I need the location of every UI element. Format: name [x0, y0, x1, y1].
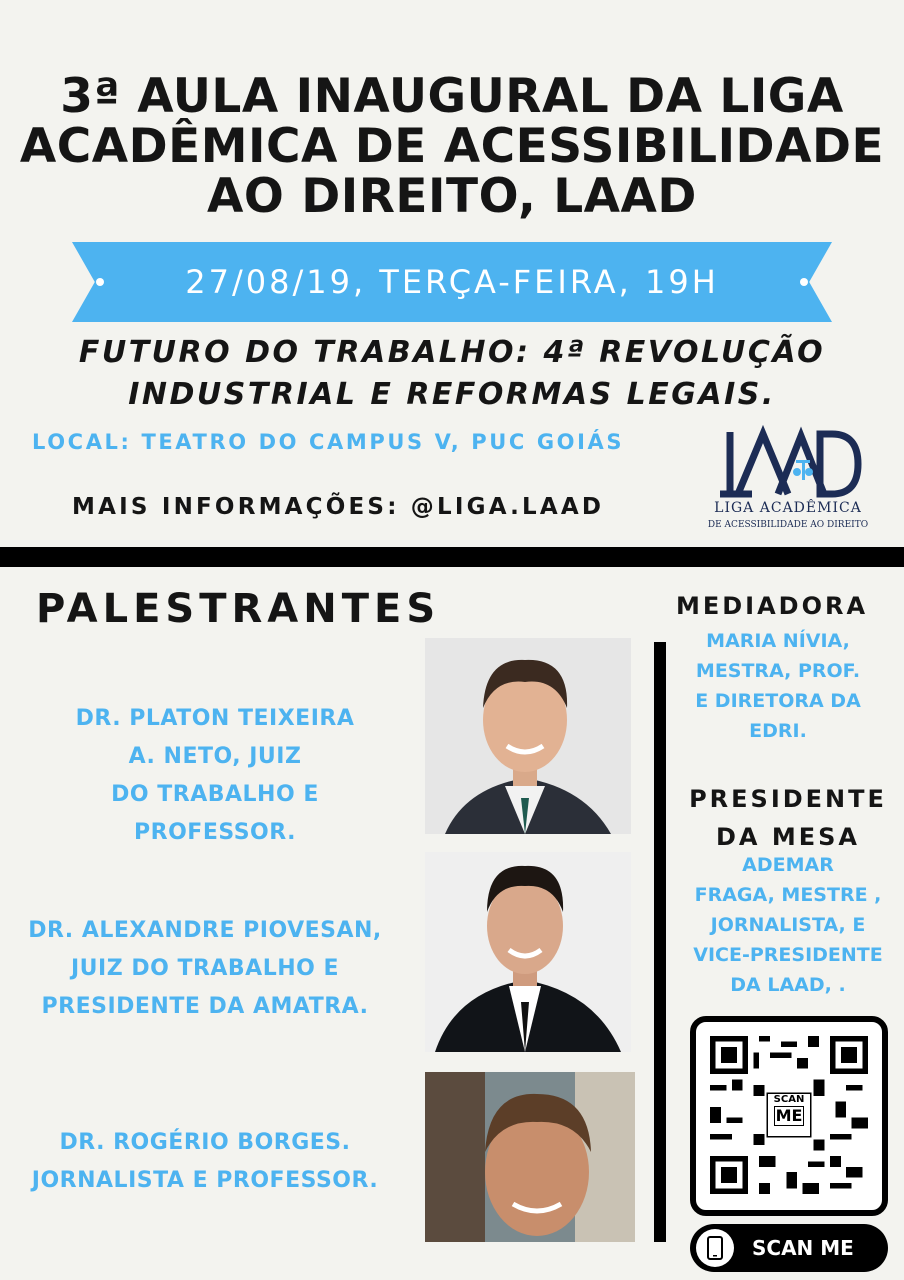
event-date: 27/08/19, TERÇA-FEIRA, 19H: [185, 263, 719, 301]
speaker-2-photo: [425, 852, 631, 1052]
more-info: MAIS INFORMAÇÕES: @LIGA.LAAD: [72, 494, 605, 520]
speaker-1-photo: [425, 638, 631, 834]
speaker-line: DR. ROGÉRIO BORGES.: [59, 1130, 351, 1155]
president-heading-line: DA MESA: [716, 823, 860, 851]
topic-line: FUTURO DO TRABALHO: 4ª REVOLUÇÃO: [78, 335, 826, 370]
section-divider: [0, 547, 904, 567]
speaker-line: JORNALISTA E PROFESSOR.: [31, 1168, 379, 1193]
mediator-line: E DIRETORA DA: [695, 690, 861, 712]
speakers-heading: PALESTRANTES: [36, 586, 441, 632]
president-line: JORNALISTA, E: [710, 914, 866, 936]
topic-line: INDUSTRIAL E REFORMAS LEGAIS.: [128, 377, 776, 412]
president-heading: [672, 780, 904, 856]
speaker-line: A. NETO, JUIZ: [128, 744, 302, 769]
speaker-3-text: [0, 1124, 410, 1200]
logo-scale-icon: [793, 460, 813, 480]
speaker-line: JUIZ DO TRABALHO E: [70, 956, 340, 981]
president-line: DA LAAD, .: [730, 974, 846, 996]
speaker-2-text: [0, 912, 410, 1026]
speaker-line: DR. ALEXANDRE PIOVESAN,: [28, 918, 382, 943]
speaker-line: PRESIDENTE DA AMATRA.: [41, 994, 369, 1019]
mediator-text: [666, 626, 890, 746]
speaker-3-photo: [425, 1072, 635, 1242]
qr-center-line: ME: [775, 1106, 803, 1125]
scan-me-label: SCAN ME: [752, 1236, 854, 1260]
event-title: [0, 69, 904, 224]
president-line: FRAGA, MESTRE ,: [694, 884, 882, 906]
logo-subtitle: DE ACESSIBILIDADE AO DIREITO: [707, 520, 869, 530]
mediator-line: MESTRA, PROF.: [695, 660, 861, 682]
president-line: VICE-PRESIDENTE: [693, 944, 883, 966]
mediator-line: MARIA NÍVIA,: [706, 630, 850, 652]
phone-icon: [706, 1236, 724, 1260]
title-line: ACADÊMICA DE ACESSIBILIDADE: [19, 119, 885, 174]
event-location: LOCAL: TEATRO DO CAMPUS V, PUC GOIÁS: [32, 430, 625, 454]
president-text: [672, 850, 904, 1000]
event-topic: [0, 332, 904, 416]
mediator-heading: MEDIADORA: [675, 592, 869, 620]
mediator-line: EDRI.: [749, 720, 807, 742]
speaker-line: DR. PLATON TEIXEIRA: [75, 706, 355, 731]
title-line: 3ª AULA INAUGURAL DA LIGA: [60, 69, 844, 124]
title-line: AO DIREITO, LAAD: [207, 169, 697, 224]
qr-center-label: [766, 1094, 812, 1126]
column-divider: [654, 642, 666, 1242]
logo-d: [820, 434, 858, 494]
logo-name: LIGA ACADÊMICA: [714, 500, 862, 516]
president-heading-line: PRESIDENTE: [689, 785, 887, 813]
speaker-line: PROFESSOR.: [134, 820, 296, 845]
qr-center-line: SCAN: [773, 1094, 805, 1105]
speaker-1-text: [20, 700, 410, 852]
speaker-line: DO TRABALHO E: [111, 782, 319, 807]
president-line: ADEMAR: [742, 854, 834, 876]
